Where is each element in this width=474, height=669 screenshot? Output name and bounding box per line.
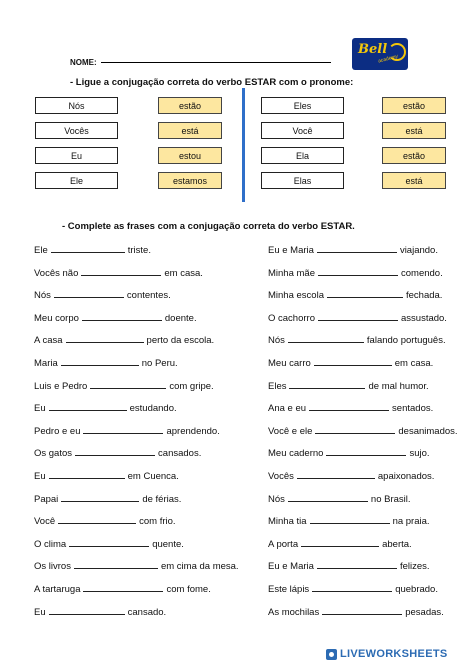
sentence-ending: pesadas. xyxy=(405,606,444,618)
sentence-subject: Você e ele xyxy=(268,425,313,437)
sentence-subject: Ana e eu xyxy=(268,403,307,415)
column-divider xyxy=(242,88,245,202)
sentence-ending: apaixonados. xyxy=(377,471,435,482)
sentence-subject: Meu caderno xyxy=(268,448,324,460)
sentence-ending: cansado. xyxy=(127,606,167,618)
sentence-right xyxy=(268,379,429,392)
answer-blank[interactable] xyxy=(90,379,166,389)
sentence-left xyxy=(34,379,214,392)
sentence-left xyxy=(34,469,179,482)
sentence-left xyxy=(34,266,203,279)
answer-blank[interactable] xyxy=(301,537,379,547)
sentence-ending: estudando. xyxy=(129,403,177,415)
sentence-subject: Eu e Maria xyxy=(268,561,314,573)
sentence-subject: Os gatos xyxy=(34,448,73,460)
sentence-ending: de férias. xyxy=(142,493,182,505)
answer-blank[interactable] xyxy=(83,424,163,434)
sentence-right xyxy=(268,333,446,346)
sentence-ending: com gripe. xyxy=(169,380,214,392)
sentence-ending: com frio. xyxy=(139,516,176,528)
sentence-right xyxy=(268,266,443,279)
sentence-ending: doente. xyxy=(164,312,197,324)
sentence-ending: com fome. xyxy=(166,584,211,595)
pronoun-box-left[interactable]: Ele xyxy=(35,172,118,189)
sentence-left xyxy=(34,401,177,414)
answer-blank[interactable] xyxy=(312,582,392,592)
sentence-ending: perto da escola. xyxy=(146,335,215,347)
answer-blank[interactable] xyxy=(61,492,139,502)
answer-blank[interactable] xyxy=(297,469,375,479)
verb-box-left[interactable]: estamos xyxy=(158,172,222,189)
pronoun-box-left[interactable]: Eu xyxy=(35,147,118,164)
sentence-left xyxy=(34,582,211,595)
sentence-ending: no Peru. xyxy=(141,358,178,369)
sentence-left xyxy=(34,492,181,505)
answer-blank[interactable] xyxy=(317,559,397,569)
verb-box-left[interactable]: estou xyxy=(158,147,222,164)
answer-blank[interactable] xyxy=(49,401,127,411)
logo-text: Bell xyxy=(358,42,388,57)
pronoun-box-right[interactable]: Elas xyxy=(261,172,344,189)
pronoun-box-right[interactable]: Você xyxy=(261,122,344,139)
pronoun-box-right[interactable]: Eles xyxy=(261,97,344,114)
sentence-subject: O clima xyxy=(34,538,67,550)
sentence-ending: de mal humor. xyxy=(368,380,429,392)
sentence-subject: Ele xyxy=(34,245,48,256)
answer-blank[interactable] xyxy=(310,514,390,524)
answer-blank[interactable] xyxy=(49,605,125,615)
answer-blank[interactable] xyxy=(327,288,403,298)
footer-brand: LIVEWORKSHEETS xyxy=(340,648,448,660)
answer-blank[interactable] xyxy=(49,469,125,479)
sentence-right xyxy=(268,356,433,369)
answer-blank[interactable] xyxy=(326,446,406,456)
sentence-subject: Minha escola xyxy=(268,290,324,302)
sentence-left xyxy=(34,537,184,550)
sentence-right xyxy=(268,514,430,527)
sentence-ending: contentes. xyxy=(126,290,171,302)
answer-blank[interactable] xyxy=(81,266,161,276)
sentence-left xyxy=(34,446,201,459)
verb-box-right[interactable]: está xyxy=(382,172,446,189)
sentence-ending: fechada. xyxy=(405,290,443,302)
sentence-subject: Meu corpo xyxy=(34,312,79,324)
answer-blank[interactable] xyxy=(75,446,155,456)
sentence-subject: O cachorro xyxy=(268,312,315,324)
name-label: NOME: xyxy=(70,58,97,67)
answer-blank[interactable] xyxy=(83,582,163,592)
liveworksheets-logo-icon xyxy=(326,649,337,660)
pronoun-box-left[interactable]: Vocês xyxy=(35,122,118,139)
sentence-left xyxy=(34,333,214,346)
sentence-ending: comendo. xyxy=(401,267,443,279)
sentence-ending: em Cuenca. xyxy=(127,471,179,482)
sentence-subject: A casa xyxy=(34,335,63,347)
sentence-subject: Nós xyxy=(268,335,285,347)
name-field xyxy=(70,58,331,67)
sentence-subject: Eles xyxy=(268,380,287,392)
sentence-ending: assustado. xyxy=(401,312,447,324)
sentence-right xyxy=(268,311,447,324)
sentence-left xyxy=(34,356,178,369)
answer-blank[interactable] xyxy=(318,266,398,276)
sentence-ending: em casa. xyxy=(164,267,203,279)
sentence-ending: em cima da mesa. xyxy=(160,561,239,573)
answer-blank[interactable] xyxy=(54,288,124,298)
bell-academy-logo xyxy=(352,38,408,70)
sentence-ending: sujo. xyxy=(409,448,430,460)
sentence-ending: sentados. xyxy=(392,403,434,415)
sentence-ending: em casa. xyxy=(394,358,434,369)
sentence-left xyxy=(34,605,166,618)
answer-blank[interactable] xyxy=(288,492,368,502)
verb-box-right[interactable]: está xyxy=(382,122,446,139)
sentence-subject: Luis e Pedro xyxy=(34,380,88,392)
answer-blank[interactable] xyxy=(66,333,144,343)
liveworksheets-footer xyxy=(326,648,448,660)
sentence-subject: Meu carro xyxy=(268,358,311,369)
answer-blank[interactable] xyxy=(314,356,392,366)
sentence-ending: no Brasil. xyxy=(370,493,411,505)
pronoun-box-left[interactable]: Nós xyxy=(35,97,118,114)
sentence-ending: triste. xyxy=(127,245,151,256)
answer-blank[interactable] xyxy=(69,537,149,547)
sentence-ending: quente. xyxy=(152,538,184,550)
verb-box-right[interactable]: estão xyxy=(382,97,446,114)
answer-blank[interactable] xyxy=(322,605,402,615)
exercise1-instruction: - Ligue a conjugação correta do verbo ESTAR com o pronome: xyxy=(70,77,354,88)
sentence-right xyxy=(268,469,434,482)
sentence-subject: Vocês xyxy=(268,471,294,482)
sentence-right xyxy=(268,559,430,572)
answer-blank[interactable] xyxy=(74,559,158,569)
sentence-right xyxy=(268,243,438,256)
verb-box-left[interactable]: está xyxy=(158,122,222,139)
sentence-right xyxy=(268,605,444,618)
sentence-ending: cansados. xyxy=(158,448,202,460)
sentence-subject: Nós xyxy=(268,493,285,505)
sentence-right xyxy=(268,537,412,550)
answer-blank[interactable] xyxy=(318,311,398,321)
answer-blank[interactable] xyxy=(317,243,397,253)
answer-blank[interactable] xyxy=(61,356,139,366)
sentence-subject: Minha tia xyxy=(268,516,307,528)
exercise2-instruction: - Complete as frases com a conjugação correta do verbo ESTAR. xyxy=(62,221,355,232)
sentence-left xyxy=(34,243,151,256)
sentence-ending: falando português. xyxy=(366,335,446,347)
sentence-subject: Os livros xyxy=(34,561,71,573)
sentence-right xyxy=(268,424,458,437)
sentence-right xyxy=(268,492,411,505)
sentence-ending: felizes. xyxy=(399,561,430,573)
answer-blank[interactable] xyxy=(51,243,125,253)
pronoun-box-right[interactable]: Ela xyxy=(261,147,344,164)
sentence-left xyxy=(34,288,171,301)
sentence-subject: Pedro e eu xyxy=(34,425,81,437)
sentence-right xyxy=(268,582,438,595)
sentence-right xyxy=(268,288,442,301)
sentence-left xyxy=(34,559,239,572)
sentence-subject: A porta xyxy=(268,538,299,550)
sentence-subject: Minha mãe xyxy=(268,267,315,279)
sentence-subject: Eu xyxy=(34,471,46,482)
sentence-ending: na praia. xyxy=(392,516,430,528)
sentence-subject: Este lápis xyxy=(268,584,310,595)
sentence-ending: aberta. xyxy=(382,538,412,550)
sentence-subject: Maria xyxy=(34,358,58,369)
logo-subtext: academy xyxy=(377,53,399,65)
sentence-subject: Papai xyxy=(34,493,59,505)
answer-blank[interactable] xyxy=(289,379,365,389)
sentence-subject: Nós xyxy=(34,290,51,302)
verb-box-left[interactable]: estão xyxy=(158,97,222,114)
name-input-line[interactable] xyxy=(101,62,331,63)
sentence-subject: Eu e Maria xyxy=(268,245,314,256)
answer-blank[interactable] xyxy=(288,333,364,343)
answer-blank[interactable] xyxy=(82,311,162,321)
sentence-subject: Você xyxy=(34,516,56,528)
sentence-right xyxy=(268,446,430,459)
sentence-ending: viajando. xyxy=(399,245,438,256)
sentence-ending: quebrado. xyxy=(395,584,438,595)
sentence-left xyxy=(34,424,220,437)
answer-blank[interactable] xyxy=(315,424,395,434)
sentence-left xyxy=(34,514,176,527)
sentence-subject: Eu xyxy=(34,403,46,415)
sentence-subject: A tartaruga xyxy=(34,584,81,595)
sentence-ending: aprendendo. xyxy=(166,425,220,437)
sentence-right xyxy=(268,401,433,414)
sentence-ending: desanimados. xyxy=(398,425,458,437)
sentence-subject: Eu xyxy=(34,606,46,618)
sentence-subject: As mochilas xyxy=(268,606,320,618)
answer-blank[interactable] xyxy=(58,514,136,524)
verb-box-right[interactable]: estão xyxy=(382,147,446,164)
sentence-left xyxy=(34,311,197,324)
answer-blank[interactable] xyxy=(309,401,389,411)
sentence-subject: Vocês não xyxy=(34,267,79,279)
